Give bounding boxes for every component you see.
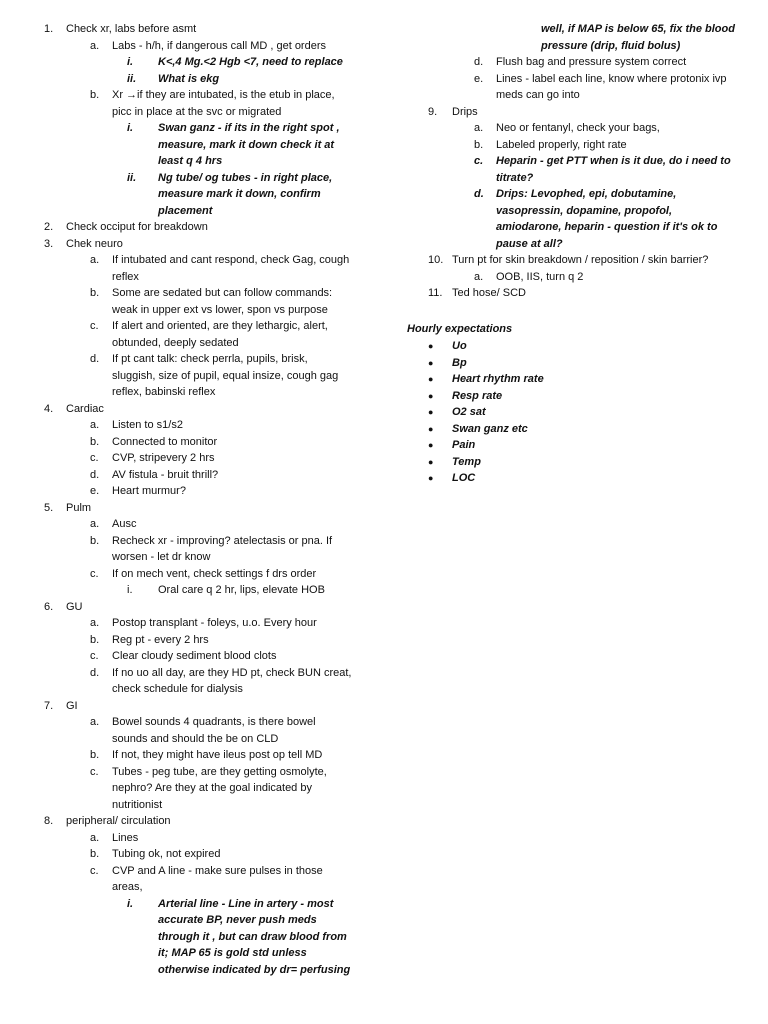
list-item (90, 87, 335, 104)
list-marker: d. (90, 468, 100, 481)
list-item (127, 170, 332, 187)
list-item (496, 170, 533, 187)
list-item (90, 648, 276, 665)
list-marker: b. (474, 138, 484, 151)
list-item-text: Chek neuro (66, 237, 123, 250)
hourly-expectations-heading: Hourly expectations (407, 323, 513, 335)
list-item (90, 285, 332, 302)
list-marker: a. (474, 270, 484, 283)
list-item-text: If no uo all day, are they HD pt, check BUN creat, (112, 666, 352, 679)
list-item (158, 186, 321, 203)
list-item (90, 483, 186, 500)
list-marker: a. (90, 617, 100, 629)
list-item (474, 186, 676, 203)
list-item-text: Lines (112, 831, 139, 844)
list-item-text: If intubated and cant respond, check Gag, cough (112, 254, 350, 266)
list-item-text: Cardiac (66, 402, 104, 415)
hourly-item (428, 454, 481, 471)
list-item (44, 599, 83, 616)
list-item-text: Neo or fentanyl, check your bags, (496, 122, 660, 134)
hourly-item-text: Heart rhythm rate (452, 373, 544, 385)
list-item-text: Connected to monitor (112, 435, 218, 448)
bullet-icon: ● (428, 407, 434, 417)
list-item (90, 417, 183, 434)
list-item-text: K<,4 Mg.<2 Hgb <7, need to replace (158, 56, 343, 68)
list-item-text: Drips (452, 105, 478, 118)
list-item (496, 219, 717, 236)
hourly-item (428, 421, 528, 438)
list-item (90, 830, 138, 847)
list-item-text: otherwise indicated by dr= perfusing (158, 963, 351, 976)
list-item-text: Ng tube/ og tubes - in right place, (158, 171, 333, 184)
list-item-text: Clear cloudy sediment blood clots (112, 650, 277, 662)
list-item-text: amiodarone, heparin - question if it's ok to (496, 221, 718, 233)
list-item-text: vasopressin, dopamine, propofol, (496, 204, 673, 217)
list-item-text: nephro? Are they at the goal indicated by (112, 782, 312, 794)
list-item-text: pressure (drip, fluid bolus) (541, 39, 681, 52)
list-item (112, 269, 139, 286)
list-item (127, 54, 343, 71)
list-item-text: measure mark it down, confirm (158, 188, 321, 200)
list-item-text: Some are sedated but can follow commands: (112, 287, 333, 299)
list-item (474, 120, 660, 137)
list-item-text: Recheck xr - improving? atelectasis or pna. If (112, 534, 333, 547)
list-item-text: Tubing ok, not expired (112, 848, 221, 860)
list-item (474, 153, 731, 170)
bullet-icon: ● (428, 341, 434, 351)
list-item (44, 500, 91, 517)
list-item (90, 38, 326, 55)
list-marker: a. (90, 254, 100, 266)
list-item (112, 368, 338, 385)
list-item-text: Reg pt - every 2 hrs (112, 633, 209, 646)
list-item-text: well, if MAP is below 65, fix the blood (541, 23, 735, 35)
bullet-icon: ● (428, 374, 434, 384)
list-item (112, 879, 143, 896)
list-marker: c. (474, 155, 484, 167)
list-item-text: If on mech vent, check settings f drs order (112, 567, 317, 580)
list-item-text: worsen - let dr know (112, 551, 211, 563)
list-item (158, 137, 334, 154)
list-item-text: Pulm (66, 501, 92, 514)
list-item (496, 87, 580, 104)
list-item (90, 665, 351, 682)
list-marker: c. (90, 452, 99, 464)
hourly-item (428, 355, 467, 372)
list-item-text: OOB, IIS, turn q 2 (496, 270, 584, 283)
list-item-text: placement (158, 204, 213, 217)
list-item (112, 549, 210, 566)
list-item (90, 434, 217, 451)
list-item (112, 780, 312, 797)
list-item-text: sluggish, size of pupil, equal insize, cough gag (112, 369, 339, 382)
list-item (158, 929, 347, 946)
list-marker: a. (90, 831, 100, 844)
list-item (90, 450, 215, 467)
list-marker: e. (474, 72, 484, 85)
list-item (44, 401, 104, 418)
list-item (496, 203, 672, 220)
list-item-text: CVP and A line - make sure pulses in those (112, 864, 323, 877)
bullet-icon: ● (428, 456, 434, 467)
list-item-text: Flush bag and pressure system correct (496, 56, 687, 68)
list-item (112, 104, 281, 121)
list-item-text: GI (66, 699, 78, 712)
list-item (158, 962, 350, 979)
list-item-text: Ted hose/ SCD (452, 287, 526, 299)
list-marker: b. (90, 633, 100, 646)
list-item-text: peripheral/ circulation (66, 815, 171, 827)
list-item (90, 863, 323, 880)
list-item (158, 153, 222, 170)
list-marker: 10. (428, 254, 444, 266)
list-item (44, 236, 123, 253)
list-item-text: obtunded, deeply sedated (112, 336, 239, 349)
list-marker: c. (90, 765, 99, 778)
list-item (90, 714, 316, 731)
list-marker: 5. (44, 501, 54, 514)
bullet-icon: ● (428, 390, 434, 401)
list-item (158, 945, 307, 962)
hourly-item-text: Uo (452, 340, 467, 352)
list-marker: c. (90, 320, 99, 332)
list-marker: 11. (428, 287, 443, 299)
list-marker: ii. (127, 171, 137, 184)
hourly-item-text: Swan ganz etc (452, 422, 528, 435)
list-item (90, 516, 136, 533)
list-item-text: nutritionist (112, 798, 163, 811)
list-marker: 4. (44, 402, 54, 415)
list-item (44, 698, 78, 715)
list-marker: b. (90, 287, 100, 299)
list-item (90, 566, 316, 583)
list-item-text: Xr →if they are intubated, is the etub in place, (112, 89, 335, 101)
hourly-item (428, 338, 467, 355)
list-item (127, 896, 333, 913)
list-marker: 8. (44, 815, 54, 827)
list-item-text: Tubes - peg tube, are they getting osmolyte, (112, 765, 327, 778)
list-item (158, 912, 317, 929)
list-item (474, 137, 627, 154)
list-item (112, 681, 243, 698)
list-marker: i. (127, 56, 134, 68)
list-item-text: accurate BP, never push meds (158, 914, 317, 926)
list-item-text: titrate? (496, 171, 534, 184)
list-item-text: Arterial line - Line in artery - most (158, 897, 334, 910)
list-marker: i. (127, 584, 133, 596)
list-item (474, 54, 686, 71)
list-item (428, 285, 526, 302)
list-marker: 7. (44, 699, 54, 712)
list-item (158, 203, 212, 220)
list-marker: d. (90, 666, 100, 679)
list-item (90, 467, 218, 484)
list-item (474, 269, 583, 286)
list-item-text: weak in upper ext vs lower, spon vs purpose (112, 303, 328, 316)
list-marker: a. (90, 716, 100, 728)
list-item-text: meds can go into (496, 89, 580, 101)
list-item (90, 615, 317, 632)
list-item-text: Check occiput for breakdown (66, 221, 208, 233)
hourly-item (428, 470, 475, 487)
list-item-text: What is ekg (158, 72, 220, 85)
list-item-text: check schedule for dialysis (112, 683, 243, 695)
list-marker: i. (127, 122, 134, 134)
list-marker: d. (474, 56, 484, 68)
list-marker: d. (474, 188, 484, 200)
list-item-text: Turn pt for skin breakdown / reposition / skin barrier? (452, 254, 709, 266)
list-item-text: CVP, stripevery 2 hrs (112, 452, 215, 464)
list-item-text: sounds and should the be on CLD (112, 732, 279, 745)
hourly-item (428, 437, 475, 454)
list-item-text: Heparin - get PTT when is it due, do i need to (496, 155, 731, 167)
list-item (90, 351, 308, 368)
list-item-text: Bowel sounds 4 quadrants, is there bowel (112, 716, 316, 728)
hourly-item (428, 371, 544, 388)
list-item-text: it; MAP 65 is gold std unless (158, 947, 307, 959)
list-item-text: If alert and oriented, are they lethargic, alert, (112, 320, 328, 332)
bullet-icon: ● (428, 357, 434, 368)
list-item-text: Ausc (112, 518, 137, 530)
list-marker: a. (90, 39, 100, 52)
list-marker: a. (90, 419, 100, 431)
list-item (44, 813, 171, 830)
list-item (112, 731, 278, 748)
list-item (127, 71, 219, 88)
list-item (428, 104, 478, 121)
list-item (112, 335, 239, 352)
list-marker: b. (90, 435, 100, 448)
list-item (90, 252, 349, 269)
list-item (90, 846, 220, 863)
hourly-item-text: O2 sat (452, 406, 486, 418)
hourly-item-text: LOC (452, 472, 476, 484)
list-marker: c. (90, 864, 99, 877)
list-marker: 2. (44, 221, 54, 233)
list-item-text: least q 4 hrs (158, 155, 223, 167)
list-item-text: reflex (112, 270, 139, 283)
list-item-text: AV fistula - bruit thrill? (112, 468, 219, 481)
hourly-item-text: Bp (452, 356, 467, 369)
list-item (541, 21, 735, 38)
list-item (112, 302, 328, 319)
list-item-text: reflex, babinski reflex (112, 386, 216, 398)
bullet-icon: ● (428, 423, 434, 434)
list-item (90, 747, 322, 764)
bullet-icon: ● (428, 473, 434, 483)
list-marker: b. (90, 89, 100, 101)
list-marker: b. (90, 749, 100, 761)
bullet-icon: ● (428, 440, 434, 450)
list-marker: ii. (127, 72, 137, 85)
list-item-text: Listen to s1/s2 (112, 419, 183, 431)
list-marker: b. (90, 534, 100, 547)
list-item-text: Labs - h/h, if dangerous call MD , get orders (112, 39, 326, 52)
list-item (474, 71, 727, 88)
list-item (44, 21, 196, 38)
list-marker: 1. (44, 23, 54, 35)
list-item (44, 219, 208, 236)
list-marker: c. (90, 650, 99, 662)
list-marker: 9. (428, 105, 438, 118)
list-item (496, 236, 563, 253)
list-marker: e. (90, 485, 100, 497)
list-marker: i. (127, 897, 134, 910)
list-marker: d. (90, 353, 100, 365)
list-item-text: Heart murmur? (112, 485, 186, 497)
list-item-text: Check xr, labs before asmt (66, 23, 197, 35)
hourly-item (428, 404, 486, 421)
list-marker: 6. (44, 600, 54, 613)
list-item (90, 764, 327, 781)
hourly-item-text: Resp rate (452, 389, 503, 402)
list-item-text: picc in place at the svc or migrated (112, 105, 282, 118)
list-item (90, 632, 209, 649)
list-marker: c. (90, 567, 99, 580)
list-item-text: Postop transplant - foleys, u.o. Every hour (112, 617, 317, 629)
list-item-text: Swan ganz - if its in the right spot , (158, 122, 340, 134)
list-item-text: measure, mark it down check it at (158, 138, 335, 151)
list-item (90, 318, 328, 335)
list-item (127, 120, 340, 137)
list-item (112, 797, 162, 814)
list-item-text: GU (66, 600, 83, 613)
list-item (541, 38, 680, 55)
list-item (112, 384, 215, 401)
list-item-text: areas, (112, 881, 143, 893)
list-item-text: Labeled properly, right rate (496, 138, 627, 151)
list-item-text: Lines - label each line, know where protonix ivp (496, 72, 727, 85)
list-marker: b. (90, 848, 100, 860)
list-item-text: Drips: Levophed, epi, dobutamine, (496, 188, 677, 200)
list-marker: 3. (44, 237, 54, 250)
list-item-text: Oral care q 2 hr, lips, elevate HOB (158, 584, 325, 596)
list-item (428, 252, 708, 269)
list-item-text: through it , but can draw blood from (158, 930, 347, 943)
list-item-text: If not, they might have ileus post op tell MD (112, 749, 323, 761)
list-marker: a. (90, 518, 100, 530)
hourly-item-text: Temp (452, 455, 481, 468)
hourly-item (428, 388, 502, 405)
list-item (90, 533, 332, 550)
list-marker: a. (474, 122, 484, 134)
list-item-text: If pt cant talk: check perrla, pupils, brisk, (112, 353, 308, 365)
list-item-text: pause at all? (496, 237, 563, 250)
hourly-item-text: Pain (452, 439, 476, 451)
list-item (127, 582, 325, 599)
